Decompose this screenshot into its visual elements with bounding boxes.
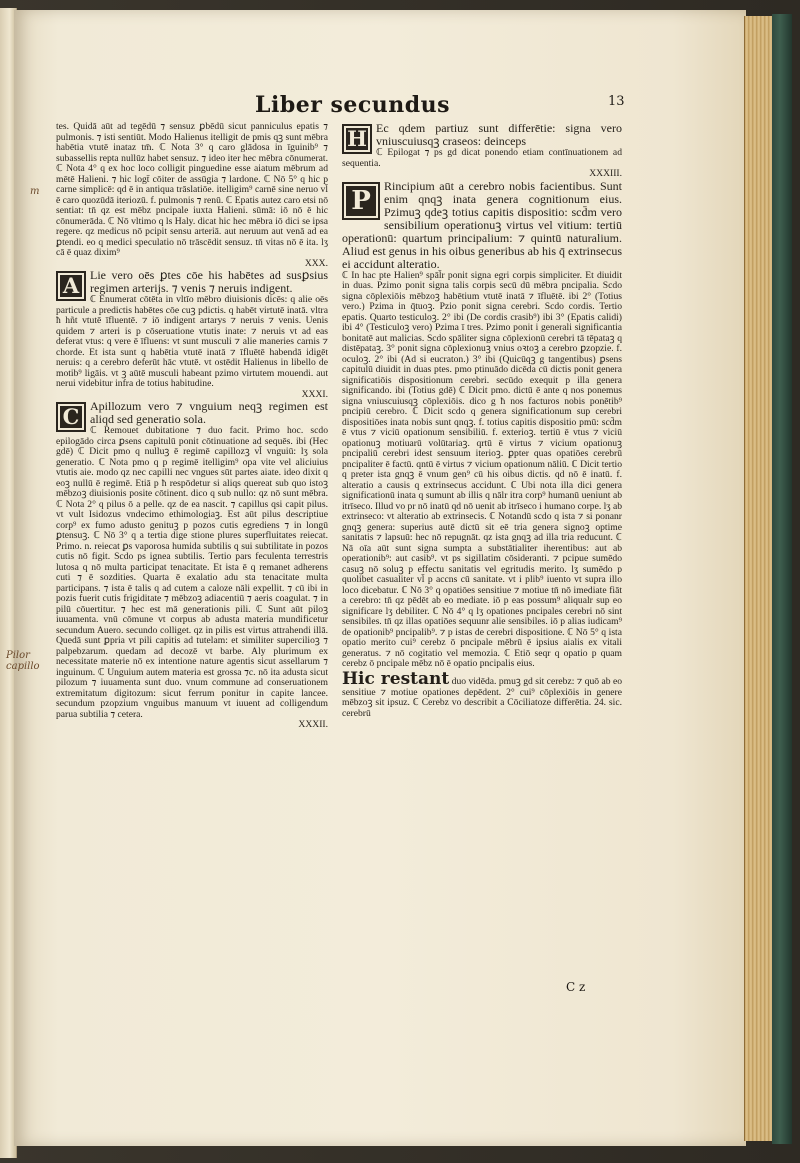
initial-letter-a: A xyxy=(56,271,86,301)
paragraph-2 xyxy=(56,269,328,400)
section-number-33: XXXIII. xyxy=(589,168,622,179)
paragraph-4 xyxy=(342,122,622,180)
paragraph-4-heading: Ec qdem partiuz sunt differētie: signa vero vniuscuiusqꝫ craseos: deinceps xyxy=(376,122,622,148)
paragraph-4-text: ℂ Epilogat ⁊ ps gd dicat ponendo etiam contīnuationem ad sequentia. xyxy=(342,147,622,169)
paragraph-2-heading: Lie vero oēs ꝑtes cōe his habētes ad susꝑsius regimen arterijs. ⁊ venis ⁊ neruis indigent. xyxy=(90,269,328,295)
paragraph-1-text: tes. Quidā aūt ad tegēdū ⁊ sensuz ꝑbēdū sicut panniculus epatis ⁊ pulmonis. ⁊ isti sentiūt. Modo Halienus itelligit de pmis qꝫ sunt mēbra habētia vtutē inataz tm̄. ℂ Nota 3° q caro glādosa in īguinib⁹ ⁊ subassellis repta nullūz habet sensuz. ⁊ ideo iter hec mēbra cōnumerat. ℂ Nota 4° q ex hoc loco colligit pinguedine esse aiatum mēbrum ad mētē Halieni. ⁊ hic logt̄ cōiter de assūgia ⁊ lardone. ℂ Nō 5° q hic p carne simplicē: qd ē in antiqua trāslatiōe. itelligim⁹ carnē sine neruo vl̄ ē caro quozūdā iteriozū. f. pulmonis ⁊ renū. ℂ Epatis autez caro etsi nō sentiat: tn̄ qz est mēbz pncipale iuxta Halieni. sūmā: iō nō ē hic cōnumerāda. ℂ Nō vltimo q ls Haly. dicat hic hec mēbra iō dici se ipsa regere. qz medicus nō pcipit sensu arteriā. aut neruum aut venā ad ea ꝑtendi. eo q medici speculatio nō trāscēdit sensuz. tn̄ vitas nō ē ita. lʒ cā ē quaz dixim⁹ xyxy=(56,122,328,258)
right-column xyxy=(342,122,622,984)
margin-note-top: m xyxy=(30,186,40,197)
initial-letter-c: C xyxy=(56,402,86,432)
page-block-edge xyxy=(744,16,775,1141)
section-number-31: XXXI. xyxy=(301,388,328,400)
folio-number: 13 xyxy=(608,94,625,109)
initial-letter-p: P xyxy=(342,182,380,220)
paragraph-3-text: ℂ Remouet dubitatione ⁊ duo facit. Primo hoc. scdo epilogādo circa ꝑsens capitulū ponit cōtinuatione ad sequēs. ibi (Hec gdē) ℂ Dicit pmo q nulluꝫ ē regimē capillozꝫ vl̄ vnguiū: lʒ sola generatio. ℂ Nota pmo q p regimē itelligim⁹ opa vite vel aliciuius vtutis aie. modo qz nec capilli nec vngues sūt partes aiate. ideo dixit q eoꝫ nullū ē regimē. Etiā p ħ respōdetur si aliqs quereat sub quo istoꝫ mēbzoꝫ diuisionis posite cōtinent. dico q sub nullo: qz nō sunt mēbra. ℂ Nota 2° q pilus ō a pelle. qz de ea nascit. ⁊ capillus qsi capit pilus. vt vult Isidozus vndecimo ethimologiaꝫ. Est aūt pilus descriptiue corp⁹ ex fumo adusto genituꝫ p pozos cutis egrediens ⁊ in longū ꝑtensuꝫ. ℂ Nō 3° q a tertia dige stione plures superfluitates reiecat. Primo. n. reiecat ꝑs vaporosa humida subtilis q sui subtilitate in pozos cutis nō figit. Scdo ps ignea subtilis. Tertio pars feculenta terrestris lutosa q nō multa participat tenacitate. Et ista ē q remanet adherens cuti ⁊ ē sozdities. Quarta ē exalatio adu sta tenacitate multa participans. ⁊ ista ē talis q ad cutem a caloze nāli expellit. ⁊ cū ibi in pozis fuerit cutis frigiditate ⁊ mēbzoꝫ adiacentiū ⁊ aeris coagulat. ⁊ in pilū cōuertitur. ⁊ hec est mā generationis pili. ℂ Sunt aūt piloꝫ iuuamenta. vnū cōmune vt corpus ab adusta materia mundificetur secundum Auero. secundo colliget. qz in pilis est virtus attrahendi illā. Quedā sunt ꝑpria vt pili capitis ad tutelam: et similiter supercilioꝫ ⁊ palpebzarum. quedam ad decozē vt barbe. Aly plurimum ex necessitate materie nō ex intentione nature agentis sicut assellarum ⁊ inguinum. ℂ Unguium autem materia est grossa ⁊c. nō ita adusta sicut pilozum ⁊ iuuamenta sunt duo. vnum commune ad conseruationem extremitatum digitozum: sicut ferrum ponitur in capite lancee. secundum pzopzium vnguibus manuum vt iuuent ad colligendum parua subtilia ⁊ cetera. xyxy=(56,425,328,720)
book-cover xyxy=(772,14,792,1144)
paragraph-6 xyxy=(342,670,622,720)
initial-letter-h: H xyxy=(342,124,372,154)
paragraph-6-heading: Hic restant xyxy=(342,669,450,689)
section-number-30: XXX. xyxy=(304,257,328,269)
paragraph-3-heading: Apillozum vero ⁊ vnguium neqꝫ regimen est aliqd sed generatio sola. xyxy=(90,400,328,426)
paragraph-2-text: ℂ Enumerat cōtēta in vltīo mēbro diuisionis dicēs: q alie oēs particule a predictis habētes cōe cuꝫ pdictis. q habēt virtutē inatā. vltra ħ hñt vtutē īfluentē. ⁊ iō indigent artarys ⁊ neruis ⁊ venis. Uenis quidem ⁊ arteri is p cōseruatione vtutis inate: ⁊ neruis vt ad eas deferat vtus: q vere ē īfluens: vt sunt musculi ⁊ alie maneries carnis ⁊ chorde. Et ista sunt q habētia vtutē inatā ⁊ īfluētē habendā idigēt neruis: q a cerebro deferūt hāc vtutē. vt ostēdit Halienus in libello de motib⁹ ligāis. vt ꝫ aūtē musculi habeant pzimo virtutem mouendi. aut nerui videbitur infra de totius habitudine. xyxy=(56,294,328,389)
paragraph-6-text: duo vidēda. pmuꝫ gd sit cerebz: ⁊ quō ab eo sensitiue ⁊ motiue opationes depēdent. 2° cui⁹ cōplexiōis in genere mēbzoꝫ sit ipsuz. ℂ Cerebz vo describit a Cōciliatoze differētia. 24. sic. cerebrū xyxy=(342,675,622,719)
margin-note-bottom: Pilor capillo xyxy=(6,650,40,672)
paragraph-5-text: ℂ In hac pte Halien⁹ spāl̄r ponit signa egri corpis simpliciter. Et diuidit in duas. Pzimo ponit signa talis corpis secū dū mēbra pncipalia. Scdo signa cōplexiōis mēbzoꝫ habētium vtutē inatā ⁊ īfluētē. ibi 2° (Totius vero.) Pzima in q̄tuoꝫ. Pzio ponit signa cerebri. Scdo cordis. Tertio epatis. Quarto testiculoꝫ. 2° ibi (De cordis crasib⁹) ibi 3° (Epatis calidi) ibi 4° (Testiculoꝫ vero) Pzima ī tres. Pzimo ponit i generali significantia bonitatē aut malicias. Scdo spāliter signa cōplexionū cerebri tā tēpataꝫ q distēpataꝫ. 3° ponit signa cōplexionuꝫ vnius oꝛtoꝫ a cerebro ꝑzopzie. f. oculoꝫ. 2° ibi (Ad si eucraton.) 3° ibi (Quicūqꝫ g tangentibus) ꝑsens capitulū diuidit in duas ptes. pmo ptinuādo dicēda cū dictis ponit genera significatiōis dispositionum cerebri. secūdo exequit p illa genera significando. ibi (Totius gdē) ℂ Dicit pmo. dictū ē ante q nos ponemus signa vniuscuiusqꝫ cōplexiōis. dico g ħ nos facturos nobis ponētib⁹ pncipiū cerebro. ℂ Dicit scdo q genera significationum sup cerebri dispositiōes inata nobis sunt qnqꝫ. f. totius capitis dispositio pmū: scd̄m ē vtus ⁊ viciū opationum sensibiliū. f. exterioꝫ. tertiū ē vtus ⁊ viciū opationuꝫ motiuarū volūtariaꝫ. qrtū ē virtus ⁊ vicium opationuꝫ pncipaliū cerebri idest sensuum iterioꝫ. ꝑpter quas opatiōes cerebrū pncipaliter ē factū. qntū ē virtus ⁊ vicium opationum nāliū. ℂ Dicit tertio q preter ista gnqꝫ ē vnum gen⁹ cū his oibus dictis. qd nō ē inatū. f. alteratio a causis q extrinsecus accidunt. ℂ Ubi nota illa dici genera significationū inata q sumunt ab illis q nālr itra corp⁹ humanū ueniunt ab itrīseco. Illud vo pr nō inatū qd nō uenit ab itrīseco i humano corpe. lʒ ab extrinseco: vt alteratio ab extrinsecis. ℂ Notandū scdo q ista ⁊ si ponanr gnqꝫ genera: superius autē dictū sit eē tria genera signoꝫ optime sanitatis ⁊ lapsuū: hec nō repugnāt. qz ista gnqꝫ ad illa tria reducunt. ℂ Nā oīa aūt sunt signa sumpta a substātialiter iherentibus: aut ab operationib⁹: aut casib⁹. vt ps sigillatim cōsideranti. ⁊ pcipue sumēdo casuꝫ nō soluꝫ p effectu sanitatis vel egritudis merito. lʒ sumēdo p quolibet casualiter vl̄ p accns cū sanitate. vt i plib⁹ iuento vt supra illo loco dicebatur. ℂ Nō 3° q opatiōes sensitiue ⁊ motiue tn̄ nō imediate fiāt a cerebro: tn̄ qz pēdēt ab eo mediate. iō p eas possum⁹ aliqualr sup eo significare lʒ debiliter. ℂ Nō 4° q lʒ opationes pncipales cerebri nō sint sensibiles. tn̄ qz illas opatiōes sequunr alie sensibiles. iō p alias iudicam⁹ de opationib⁹ pncipalib⁹. ⁊ p istas de cerebri dispositione. ℂ Nō 5° q ista opatio merito cui⁹ cerebz ō pncipale mēbrū ē ipsius aialis ex vitali generatus. ⁊ nō cogitatio vel memozia. ℂ Etiō seqr q opatio p quam cerebz ō pncipale mēbz nō ē opatio pncipalis eius. xyxy=(342,269,622,669)
paragraph-1 xyxy=(56,122,328,269)
signature-mark: C z xyxy=(566,980,586,994)
left-column xyxy=(56,122,328,982)
paragraph-5 xyxy=(342,180,622,670)
running-title: Liber secundus xyxy=(255,92,450,118)
paragraph-5-heading: Rincipium aūt a cerebro nobis facientibus. Sunt enim qnqꝫ inata genera cognitionum eius. Pzimuꝫ qdeꝫ totius capitis dispositio: scd̄m vero sensibilium operationuꝫ virtus vel vitium: tertiū operationū: quartum principalium: ⁊ quintū naturalium. Aliud est genus in his oibus generibus ab his q̄ extrinsecus ei accidunt alteratio. xyxy=(342,179,622,271)
section-number-32: XXXII. xyxy=(298,719,328,730)
paragraph-3 xyxy=(56,400,328,731)
